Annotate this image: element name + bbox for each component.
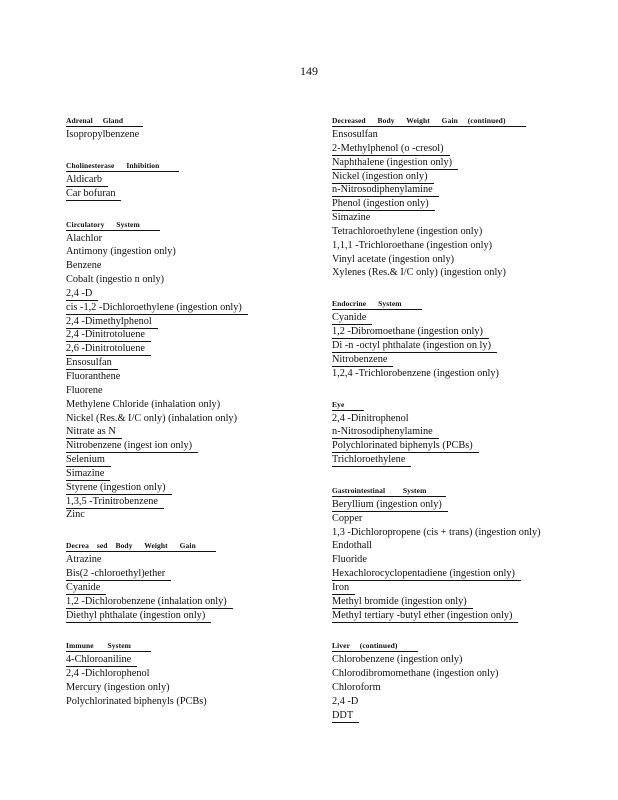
list-item xyxy=(66,412,321,426)
list-item-text: cis -1,2 -Dichloroethylene (ingestion only) xyxy=(66,302,248,315)
list-item xyxy=(66,328,321,342)
section-heading: Immune System xyxy=(66,640,151,652)
list-item-text: Fluorene xyxy=(66,384,103,396)
list-item xyxy=(332,339,582,353)
list-item xyxy=(332,425,582,439)
section-endocrine-system xyxy=(332,293,582,380)
list-item xyxy=(66,398,321,412)
list-item-text: 1,3,5 -Trinitrobenzene xyxy=(66,496,164,509)
list-item-text: 1,3 -Dichloropropene (cis + trans) (ingestion only) xyxy=(332,526,541,538)
list-item-text: Iron xyxy=(332,582,355,595)
left-column xyxy=(66,110,321,722)
list-item xyxy=(332,609,582,623)
list-item xyxy=(332,170,582,184)
list-item-text: n-Nitrosodiphenylamine xyxy=(332,426,439,439)
list-item-text: 1,2 -Dichlorobenzene (inhalation only) xyxy=(66,596,233,609)
list-item xyxy=(332,567,582,581)
section-immune-system xyxy=(66,635,321,708)
list-item xyxy=(66,695,321,709)
list-item xyxy=(332,353,582,367)
list-item xyxy=(332,183,582,197)
section-heading: Circulatory System xyxy=(66,219,160,231)
list-item xyxy=(332,239,582,253)
list-item-text: 2,4 -Dinitrotoluene xyxy=(66,329,151,342)
section-heading: Eye xyxy=(332,399,364,411)
list-item xyxy=(332,512,582,526)
section-heading: Liver (continued) xyxy=(332,640,418,652)
list-item xyxy=(66,187,321,201)
list-item xyxy=(332,142,582,156)
list-item-text: 2,6 -Dinitrotoluene xyxy=(66,343,151,356)
list-item-text: n-Nitrosodiphenylamine xyxy=(332,184,439,197)
list-item xyxy=(332,266,582,280)
list-item xyxy=(66,245,321,259)
list-item-text: 2-Methylphenol (o -cresol) xyxy=(332,143,450,156)
list-item xyxy=(332,526,582,540)
list-item-text: Ensosulfan xyxy=(66,357,118,370)
list-item-text: Nitrate as N xyxy=(66,426,122,439)
list-item xyxy=(332,225,582,239)
list-item xyxy=(66,653,321,667)
list-item xyxy=(332,128,582,142)
list-item-text: Naphthalene (ingestion only) xyxy=(332,157,458,170)
list-item xyxy=(66,453,321,467)
section-circulatory-system xyxy=(66,214,321,523)
page-number: 149 xyxy=(300,64,318,78)
list-item-text: Methyl tertiary -butyl ether (ingestion only) xyxy=(332,610,518,623)
list-item-text: 1,2,4 -Trichlorobenzene (ingestion only) xyxy=(332,367,499,379)
list-item-text: Alachlor xyxy=(66,232,103,244)
list-item-text: Simazine xyxy=(332,212,371,224)
list-item-text: Hexachlorocyclopentadiene (ingestion only) xyxy=(332,568,521,581)
list-item-text: Beryllium (ingestion only) xyxy=(332,499,448,512)
list-item xyxy=(66,439,321,453)
list-item-text: 2,4 -D xyxy=(332,696,359,707)
list-item xyxy=(66,467,321,481)
list-item-text: Bis(2 -chloroethyl)ether xyxy=(66,568,171,581)
list-item-text: Zinc xyxy=(66,509,85,521)
list-item xyxy=(332,653,582,667)
list-item-text: 2,4 -Dimethylphenol xyxy=(66,316,158,329)
list-item-text: Styrene (ingestion only) xyxy=(66,482,172,495)
list-item-text: Phenol (ingestion only) xyxy=(332,198,435,211)
list-item xyxy=(66,481,321,495)
list-item xyxy=(66,595,321,609)
list-item-text: Simazine xyxy=(66,468,110,481)
section-heading: Decreased Body Weight Gain (continued) xyxy=(332,115,526,127)
list-item-text: Mercury (ingestion only) xyxy=(66,682,170,694)
list-item xyxy=(66,567,321,581)
list-item xyxy=(66,384,321,398)
list-item-text: Copper xyxy=(332,512,363,524)
list-item xyxy=(332,681,582,695)
list-item xyxy=(332,412,582,426)
section-eye xyxy=(332,394,582,467)
list-item xyxy=(66,259,321,273)
list-item-text: Ensosulfan xyxy=(332,129,378,140)
list-item-text: Trichloroethylene xyxy=(332,454,411,467)
list-item-text: Chlorodibromomethane (ingestion only) xyxy=(332,668,499,680)
list-item-text: Fluoranthene xyxy=(66,370,121,382)
list-item xyxy=(66,301,321,315)
list-item-text: Isopropylbenzene xyxy=(66,129,140,140)
list-item-text: Aldicarb xyxy=(66,174,108,187)
list-item xyxy=(66,681,321,695)
list-item xyxy=(332,539,582,553)
list-item xyxy=(332,197,582,211)
list-item-text: Polychlorinated biphenyls (PCBs) xyxy=(332,440,479,453)
list-item-text: Atrazine xyxy=(66,554,102,566)
list-item xyxy=(66,232,321,246)
list-item-text: Di -n -octyl phthalate (ingestion on ly) xyxy=(332,340,497,353)
list-item-text: Vinyl acetate (ingestion only) xyxy=(332,253,455,265)
list-item-text: 1,2 -Dibromoethane (ingestion only) xyxy=(332,326,489,339)
list-item xyxy=(332,453,582,467)
list-item-text: 1,1,1 -Trichloroethane (ingestion only) xyxy=(332,239,493,251)
list-item-text: Benzene xyxy=(66,260,102,272)
list-item xyxy=(332,311,582,325)
list-item-text: 2,4 -D xyxy=(66,288,98,301)
list-item xyxy=(66,356,321,370)
list-item xyxy=(332,498,582,512)
list-item-text: Methylene Chloride (inhalation only) xyxy=(66,398,221,410)
list-item-text: Selenium xyxy=(66,454,111,467)
section-cholinesterase-inhibition xyxy=(66,155,321,201)
section-decrea-sed-body-weight-gain xyxy=(66,535,321,622)
list-item-text: Fluoride xyxy=(332,554,367,566)
list-item xyxy=(332,595,582,609)
list-item-text: Cobalt (ingestio n only) xyxy=(66,274,165,286)
list-item-text: Cyanide xyxy=(332,312,372,325)
list-item xyxy=(332,325,582,339)
list-item-text: Nitrobenzene (ingest ion only) xyxy=(66,440,198,453)
list-item xyxy=(332,553,582,567)
list-item-text: Polychlorinated biphenyls (PCBs) xyxy=(66,696,207,707)
list-item-text: 2,4 -Dichlorophenol xyxy=(66,668,150,680)
list-item xyxy=(66,287,321,301)
list-item xyxy=(66,128,321,142)
section-adrenal-gland xyxy=(66,110,321,142)
list-item-text: Methyl bromide (ingestion only) xyxy=(332,596,473,609)
section-heading: Endocrine System xyxy=(332,298,422,310)
list-item-text: 4-Chloroaniline xyxy=(66,654,137,667)
list-item-text: Endothall xyxy=(332,540,373,552)
section-heading: Gastrointestinal System xyxy=(332,485,446,497)
section-heading: Adrenal Gland xyxy=(66,115,143,127)
list-item-text: Car bofuran xyxy=(66,188,121,201)
list-item-text: Tetrachloroethylene (ingestion only) xyxy=(332,225,483,237)
list-item xyxy=(66,495,321,509)
list-item xyxy=(66,581,321,595)
list-item xyxy=(66,508,321,522)
list-item xyxy=(332,367,582,381)
list-item-text: Cyanide xyxy=(66,582,106,595)
list-item-text: DDT xyxy=(332,710,359,723)
list-item-text: Nickel (ingestion only) xyxy=(332,171,434,184)
list-item-text: Chlorobenzene (ingestion only) xyxy=(332,654,463,666)
list-item xyxy=(66,667,321,681)
list-item xyxy=(332,156,582,170)
section-liver-continued xyxy=(332,635,582,722)
list-item xyxy=(332,253,582,267)
section-decreased-body-weight-gain-continued xyxy=(332,110,582,280)
list-item xyxy=(332,439,582,453)
list-item xyxy=(332,211,582,225)
list-item xyxy=(66,425,321,439)
list-item-text: 2,4 -Dinitrophenol xyxy=(332,412,409,424)
list-item xyxy=(66,370,321,384)
list-item xyxy=(332,667,582,681)
list-item xyxy=(332,581,582,595)
list-item xyxy=(66,273,321,287)
list-item xyxy=(66,553,321,567)
list-item xyxy=(66,173,321,187)
list-item-text: Diethyl phthalate (ingestion only) xyxy=(66,610,211,623)
list-item-text: Antimony (ingestion only) xyxy=(66,246,176,258)
list-item xyxy=(66,315,321,329)
list-item xyxy=(66,342,321,356)
list-item-text: Nitrobenzene xyxy=(332,354,393,367)
list-item xyxy=(332,709,582,723)
section-heading: Cholinesterase Inhibition xyxy=(66,160,179,172)
list-item-text: Nickel (Res.& I/C only) (inhalation only) xyxy=(66,412,238,424)
list-item-text: Xylenes (Res.& I/C only) (ingestion only) xyxy=(332,267,506,279)
list-item-text: Chloroform xyxy=(332,682,381,694)
right-column xyxy=(332,110,582,736)
list-item xyxy=(332,695,582,709)
section-heading: Decrea sed Body Weight Gain xyxy=(66,540,216,552)
list-item xyxy=(66,609,321,623)
section-gastrointestinal-system xyxy=(332,480,582,623)
